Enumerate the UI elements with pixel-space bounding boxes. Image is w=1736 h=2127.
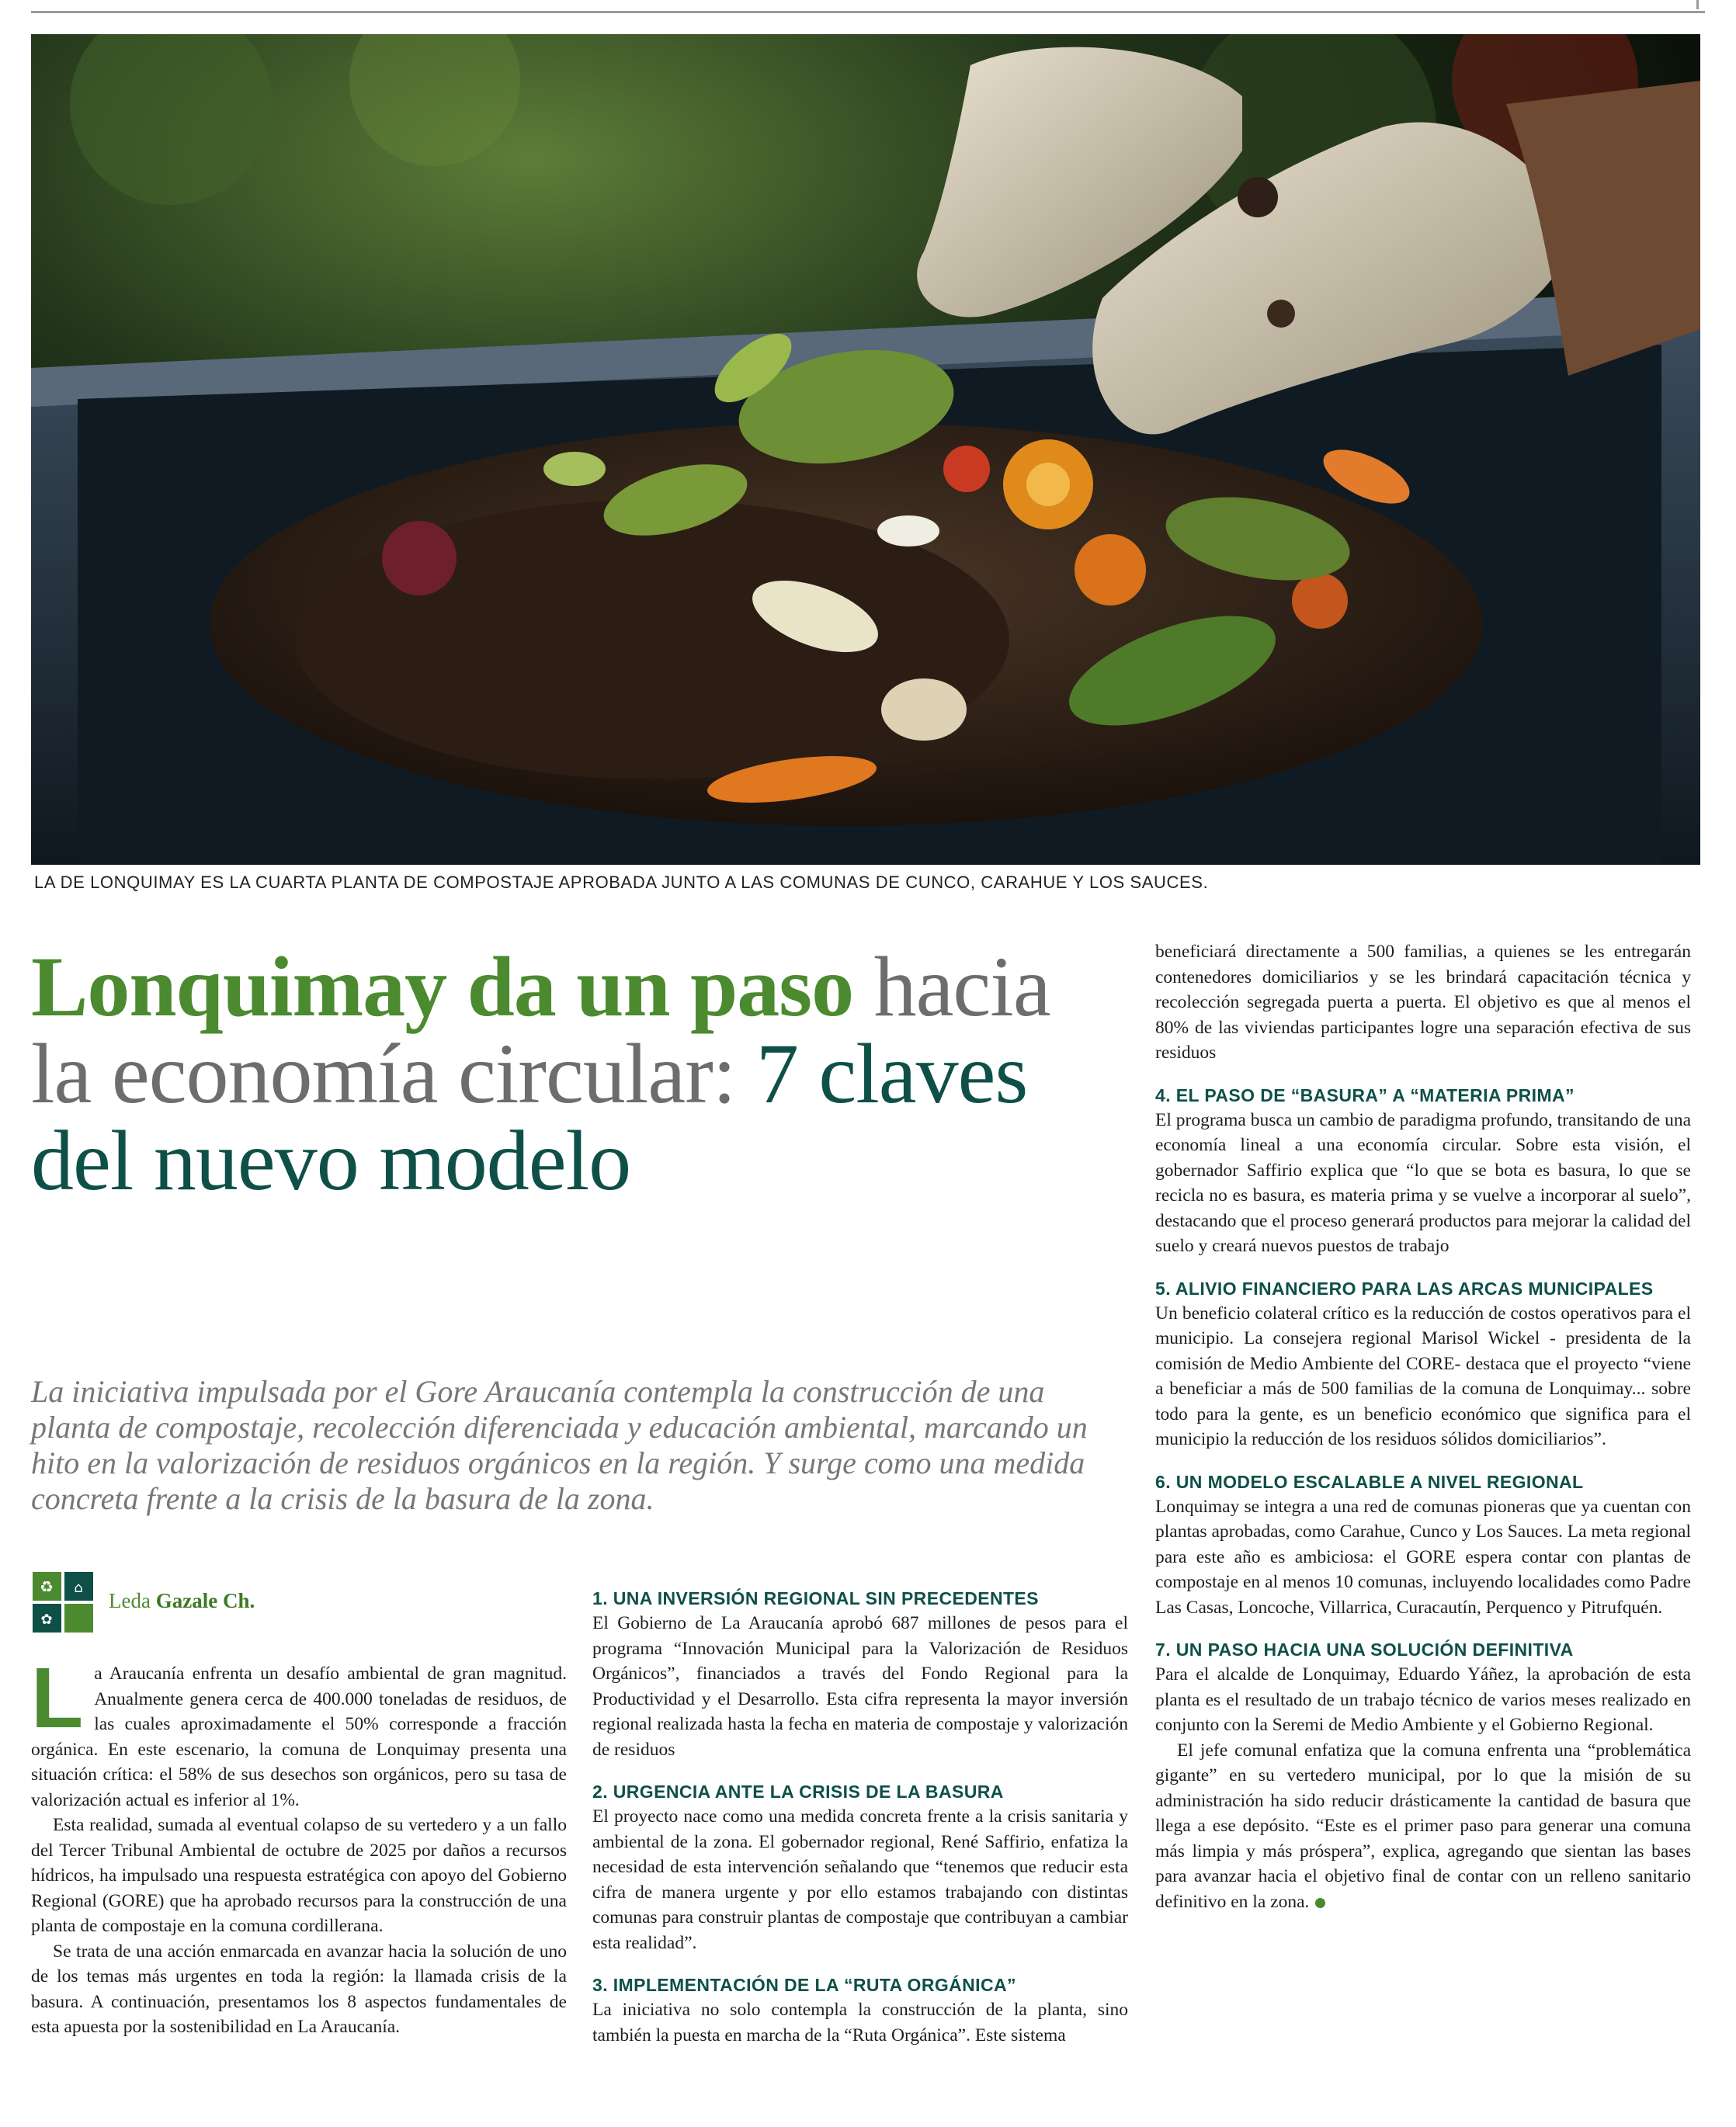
section-2-text: El proyecto nace como una medida concreta frente a la crisis sanitaria y ambiental de la zona. El gobernador regional, René Saffirio, enfatiza la necesidad de esta intervención señalando que “tenemos que reducir esta cifra de manera urgente y por ello estamos trabajando con distintas comunas para construir plantas de compostaje que contribuyan a cambiar esta realidad”. xyxy=(592,1806,1128,1953)
column-1 xyxy=(31,1650,567,2040)
section-6-heading: 6. UN MODELO ESCALABLE A NIVEL REGIONAL xyxy=(1155,1471,1584,1492)
compost-photo xyxy=(31,34,1700,865)
section-3-heading: 3. IMPLEMENTACIÓN DE LA “RUTA ORGÁNICA” xyxy=(592,1975,1016,1995)
section-4-heading: 4. EL PASO DE “BASURA” A “MATERIA PRIMA” xyxy=(1155,1084,1575,1105)
section-1-heading: 1. UNA INVERSIÓN REGIONAL SIN PRECEDENTES xyxy=(592,1588,1039,1608)
section-1-text: El Gobierno de La Araucanía aprobó 687 millones de pesos para el programa “Innovación Municipal para la Valorización de Residuos Orgánicos”, financiados a través del Fondo Regional para la Productividad y el Desarrollo. Esta cifra representa la mayor inversión regional realizada hasta la fecha en materia de compostaje y valorización de residuos xyxy=(592,1613,1128,1760)
article-dek: La iniciativa impulsada por el Gore Araucanía contempla la construcción de una planta de compostaje, recolección diferenciada y educación ambiental, marcando un hito en la valorización de residuos orgánicos en la región. Y surge como una medida concreta frente a la crisis de la basura de la zona. xyxy=(31,1374,1088,1516)
section-7-text-2-body: El jefe comunal enfatiza que la comuna enfrenta una “problemática gigante” en su vertedero municipal, por lo que la misión de su administración ha sido reducir drásticamente la cantidad de basura que llega a ese depósito. “Este es el primer paso para generar una comuna más limpia y más próspera”, explica, agregando que sientan las bases para avanzar hacia el objetivo final de contar con un relleno sanitario definitivo en la zona. xyxy=(1155,1740,1691,1912)
headline-part-2: hacia la economía circular: xyxy=(31,939,1050,1121)
section-4-text: El programa busca un cambio de paradigma profundo, transitando de una economía lineal a una economía circular. Sobre esta visión, el gobernador Saffirio explica que “lo que se bota es basura, lo que se recicla no es basura, es materia prima y se vuelve a incorporar al suelo”, destacando que el proceso generará productos para mejorar la calidad del suelo y creará nuevos puestos de trabajo xyxy=(1155,1109,1691,1256)
section-5-text: Un beneficio colateral crítico es la reducción de costos operativos para el municipio. La consejera regional Marisol Wickel - presidenta de la comisión de Medio Ambiente del CORE- destaca que el proyecto “viene a beneficiar a más de 500 familias de la comuna de Lonquimay... sobre todo para la gente, es un beneficio económico que significa para el municipio la reducción de los residuos sólidos domiciliarios”. xyxy=(1155,1303,1691,1449)
section-3-continued-text: beneficiará directamente a 500 familias, a quienes se les entregarán contenedores domiciliarios y se les brindará capacitación técnica y recolección segregada puerta a puerta. El objetivo es que al menos el 80% de las viviendas participantes logre una separación efectiva de sus residuos xyxy=(1155,942,1691,1063)
byline-last-name: Gazale Ch. xyxy=(155,1589,255,1612)
section-7-heading: 7. UN PASO HACIA UNA SOLUCIÓN DEFINITIVA xyxy=(1155,1639,1574,1660)
end-mark-icon xyxy=(1315,1898,1325,1908)
top-rule xyxy=(31,11,1705,13)
section-6-text: Lonquimay se integra a una red de comunas pioneras que ya cuentan con plantas aprobadas, como Carahue, Cunco y Los Sauces. La meta regional para este año es ambiciosa: el GORE espera contar con plantas de compostaje en al menos 10 comunas, incluyendo localidades como Padre Las Casas, Loncoche, Villarrica, Curacautín, Perquenco y Pitrufquén. xyxy=(1155,1496,1691,1618)
headline-part-1: Lonquimay da un paso xyxy=(31,939,854,1034)
photo-caption: LA DE LONQUIMAY ES LA CUARTA PLANTA DE COMPOSTAJE APROBADA JUNTO A LAS COMUNAS DE CUNCO, CARAHUE Y LOS SAUCES. xyxy=(34,873,1209,892)
section-7-text-1: Para el alcalde de Lonquimay, Eduardo Yáñez, la aprobación de esta planta es el resultado de un trabajo técnico de varios meses realizado en conjunto con la Seremi de Medio Ambiente y el Gobierno Regional. xyxy=(1155,1664,1691,1735)
svg-text:♻: ♻ xyxy=(40,1577,54,1596)
column-3 xyxy=(1155,939,1691,1914)
byline xyxy=(109,1589,255,1613)
section-3-text: La iniciativa no solo contempla la construcción de la planta, sino también la puesta en marcha de la “Ruta Orgánica”. Este sistema xyxy=(592,2000,1128,2045)
svg-text:✿: ✿ xyxy=(40,1612,53,1628)
intro-paragraph-2: Esta realidad, sumada al eventual colapso de su vertedero y a un fallo del Tercer Tribunal Ambiental de octubre de 2025 por daños a recursos hídricos, ha impulsado una respuesta estratégica con apoyo del Gobierno Regional (GORE) que ha aprobado recursos para la construcción de una planta de compostaje en la comuna cordillerana. xyxy=(31,1815,567,1936)
headline-part-3: 7 claves del nuevo modelo xyxy=(31,1026,1028,1208)
byline-first-name: Leda xyxy=(109,1589,151,1612)
intro-p1-text: a Araucanía enfrenta un desafío ambiental de gran magnitud. Anualmente genera cerca de 400.000 toneladas de residuos, de las cuales aproximadamente el 50% corresponde a fracción orgánica. En este escenario, la comuna de Lonquimay presenta una situación crítica: el 58% de sus desechos son orgánicos, pero su tasa de valorización actual es inferior al 1%. xyxy=(31,1664,567,1810)
top-tick xyxy=(1696,0,1699,9)
section-5-heading: 5. ALIVIO FINANCIERO PARA LAS ARCAS MUNICIPALES xyxy=(1155,1278,1654,1299)
svg-text:⌂: ⌂ xyxy=(74,1580,83,1596)
headline xyxy=(31,939,1118,1208)
column-2 xyxy=(592,1586,1128,2048)
recycling-logo-icon xyxy=(33,1572,93,1633)
intro-paragraph-1 xyxy=(31,1650,567,1813)
drop-cap: L xyxy=(31,1650,84,1746)
section-7-text-2 xyxy=(1155,1738,1691,1915)
section-2-heading: 2. URGENCIA ANTE LA CRISIS DE LA BASURA xyxy=(592,1782,1004,1802)
compost-illustration xyxy=(31,34,1700,865)
intro-paragraph-3: Se trata de una acción enmarcada en avanzar hacia la solución de uno de los temas más urgentes en toda la región: la llamada crisis de la basura. A continuación, presentamos los 8 aspectos fundamentales de esta apuesta por la sostenibilidad en La Araucanía. xyxy=(31,1941,567,2037)
